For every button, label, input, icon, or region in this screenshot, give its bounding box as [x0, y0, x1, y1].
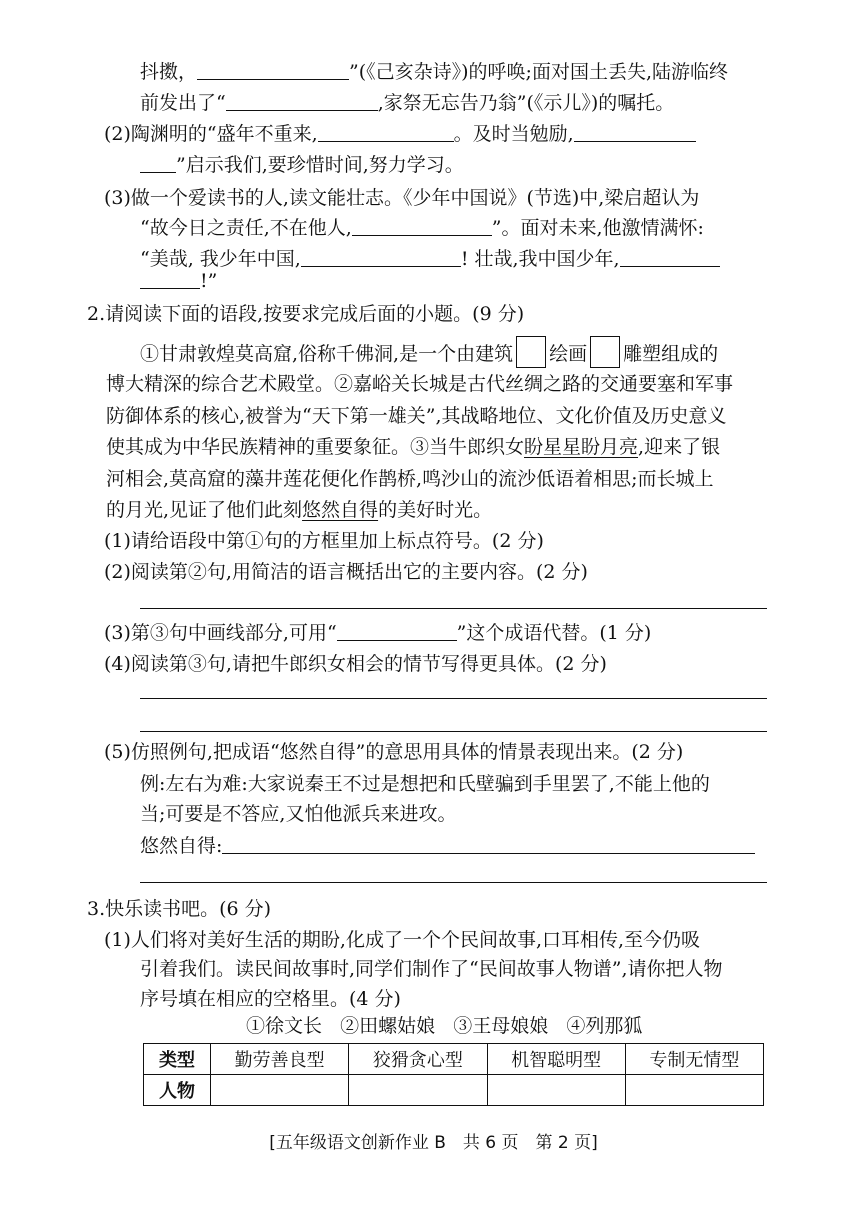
option-3: ③王母娘娘 [453, 1015, 549, 1037]
text: ”这个成语代替。(1 分) [456, 622, 652, 644]
fill-blank[interactable] [318, 121, 454, 142]
text: (2)陶渊明的“盛年不重来, [104, 123, 318, 145]
text: 抖擞， [140, 61, 198, 83]
fill-blank[interactable] [337, 620, 457, 641]
answer-line-4b[interactable] [140, 731, 767, 732]
table-row-header: 人物 [144, 1075, 211, 1106]
text: 的美好时光。 [378, 499, 493, 521]
fill-blank[interactable] [620, 246, 720, 267]
q2-subquestion-5: (5)仿照例句,把成语“悠然自得”的意思用具体的情景表现出来。(2 分) [104, 741, 684, 763]
q2-passage-line-1 [140, 336, 718, 368]
text: 前发出了“ [140, 92, 226, 114]
text: 的月光,见证了他们此刻 [106, 499, 303, 521]
text: ,家祭无忘告乃翁”(《示儿》)的嘱托。 [377, 92, 675, 114]
q3-part-1-line-1: (1)人们将对美好生活的期盼,化成了一个个民间故事,口耳相传,至今仍吸 [104, 929, 701, 951]
q1-part-3-line-2 [140, 214, 704, 242]
answer-line-4a[interactable] [140, 698, 767, 699]
q1-line-1 [140, 58, 728, 86]
answer-line-2[interactable] [140, 608, 767, 609]
table-row-header: 类型 [144, 1044, 211, 1075]
answer-cell[interactable] [487, 1075, 625, 1106]
table-header-cell: 狡猾贪心型 [349, 1044, 487, 1075]
q1-part-2-line-1 [104, 120, 696, 148]
example-line-2: 当;可要是不答应,又怕他派兵来进攻。 [140, 803, 457, 825]
character-type-table [143, 1043, 764, 1106]
text: ! 壮哉,我中国少年, [460, 248, 620, 270]
underlined-phrase: 悠然自得 [302, 499, 379, 521]
text: “美哉, 我少年中国, [140, 248, 301, 270]
q3-part-1-line-2: 引着我们。读民间故事时,同学们制作了“民间故事人物谱”,请你把人物 [140, 958, 723, 980]
q1-line-2 [140, 89, 674, 117]
answer-line-5b[interactable] [140, 882, 767, 883]
page-footer: [五年级语文创新作业 B 共 6 页 第 2 页] [269, 1133, 598, 1153]
text: 使其成为中华民族精神的重要象征。③当牛郎织女 [106, 436, 525, 458]
q2-passage-line-5: 河相会,莫高窟的藻井莲花便化作鹊桥,鸣沙山的流沙低语着相思;而长城上 [106, 468, 714, 490]
answer-cell[interactable] [349, 1075, 487, 1106]
q1-part-2-line-2 [140, 151, 464, 179]
answer-cell[interactable] [211, 1075, 349, 1106]
text: ”启示我们,要珍惜时间,努力学习。 [176, 154, 464, 176]
q3-title: 3.快乐读书吧。(6 分) [87, 898, 272, 920]
fill-blank[interactable] [226, 90, 378, 111]
text: !” [200, 270, 218, 292]
text: “故今日之责任,不在他人, [140, 217, 352, 239]
fill-blank[interactable] [352, 215, 492, 236]
table-row [144, 1075, 764, 1106]
fill-blank[interactable] [140, 268, 200, 289]
q1-part-3-line-1: (3)做一个爱读书的人,读文能壮志。《少年中国说》(节选)中,梁启超认为 [104, 187, 700, 209]
underlined-phrase: 盼星星盼月亮 [524, 436, 639, 458]
text: ”(《己亥杂诗》)的呼唤;面对国土丢失,陆游临终 [349, 61, 728, 83]
table-header-cell: 机智聪明型 [487, 1044, 625, 1075]
text: 绘画 [549, 343, 588, 365]
text: ,迎来了银 [638, 436, 721, 458]
option-2: ②田螺姑娘 [340, 1015, 436, 1037]
q1-part-3-line-3 [140, 245, 720, 273]
punctuation-box-2[interactable] [590, 336, 620, 368]
table-header-cell: 专制无情型 [625, 1044, 763, 1075]
q2-subquestion-3 [104, 619, 651, 647]
answer-row-5 [140, 832, 755, 860]
q2-subquestion-4: (4)阅读第③句,请把牛郎织女相会的情节写得更具体。(2 分) [104, 653, 607, 675]
q2-passage-line-6 [106, 496, 492, 524]
q2-subquestion-2: (2)阅读第②句,用简洁的语言概括出它的主要内容。(2 分) [104, 561, 588, 583]
q2-passage-line-2: 博大精深的综合艺术殿堂。②嘉峪关长城是古代丝绸之路的交通要塞和军事 [106, 373, 734, 395]
fill-blank[interactable] [140, 152, 176, 173]
option-1: ①徐文长 [246, 1015, 323, 1037]
example-line-1: 例:左右为难:大家说秦王不过是想把和氏壁骗到手里罢了,不能上他的 [140, 773, 710, 795]
answer-label: 悠然自得: [140, 835, 223, 857]
option-4: ④列那狐 [566, 1015, 643, 1037]
text: 雕塑组成的 [623, 343, 719, 365]
fill-blank[interactable] [301, 246, 461, 267]
q2-title: 2.请阅读下面的语段,按要求完成后面的小题。(9 分) [87, 303, 525, 325]
q2-passage-line-3: 防御体系的核心,被誉为“天下第一雄关”,其战略地位、文化价值及历史意义 [106, 405, 727, 427]
text: ①甘肃敦煌莫高窟,俗称千佛洞,是一个由建筑 [140, 343, 514, 365]
character-options [246, 1012, 642, 1040]
fill-blank[interactable] [197, 59, 349, 80]
punctuation-box-1[interactable] [516, 336, 546, 368]
answer-cell[interactable] [625, 1075, 763, 1106]
fill-blank[interactable] [574, 121, 696, 142]
text: 。及时当勉励, [453, 123, 574, 145]
answer-line-5a[interactable] [222, 833, 755, 854]
table-header-cell: 勤劳善良型 [211, 1044, 349, 1075]
q3-part-1-line-3: 序号填在相应的空格里。(4 分) [140, 988, 401, 1010]
text: ”。面对未来,他激情满怀: [491, 217, 704, 239]
text: (3)第③句中画线部分,可用“ [104, 622, 337, 644]
q2-passage-line-4 [106, 433, 720, 461]
q1-part-3-line-4 [140, 267, 217, 295]
table-row [144, 1044, 764, 1075]
q2-subquestion-1: (1)请给语段中第①句的方框里加上标点符号。(2 分) [104, 530, 544, 552]
